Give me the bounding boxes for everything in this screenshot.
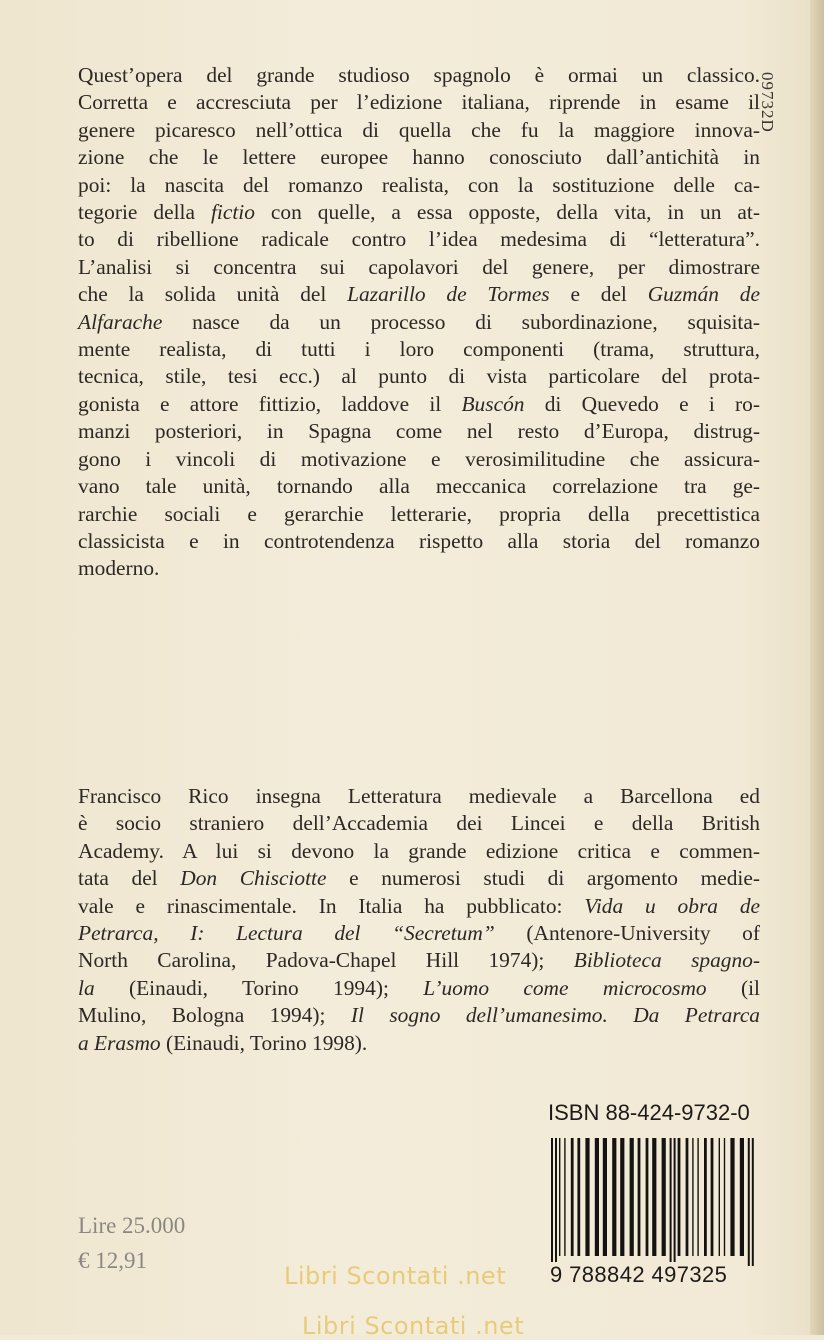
italic-title-text: Il sogno dell’umanesimo. Da Petrarca — [350, 1003, 761, 1028]
barcode-bar — [748, 1138, 750, 1266]
desc-line — [78, 528, 760, 555]
desc-line — [78, 254, 760, 281]
barcode-bar — [678, 1138, 681, 1256]
barcode-bar — [686, 1138, 689, 1256]
desc-line — [78, 117, 760, 144]
side-code: 09732D — [758, 72, 777, 133]
cover-edge — [810, 0, 824, 1335]
text-run: e del — [549, 282, 648, 307]
desc-line — [78, 446, 760, 473]
italic-title-text: Don Chisciotte — [180, 866, 327, 891]
desc-line — [78, 199, 760, 226]
bio-line — [78, 920, 760, 947]
barcode-bar — [603, 1138, 607, 1256]
text-run: rarchie sociali e gerarchie letterarie, propria della precettistica — [78, 501, 760, 526]
text-run: gono i vincoli di motivazione e verosimilitudine che assicura- — [78, 446, 760, 471]
text-run: che la solida unità del — [78, 282, 348, 307]
barcode-bar — [638, 1138, 641, 1256]
bio-line — [78, 975, 760, 1002]
desc-line — [78, 418, 760, 445]
text-run: tegorie della — [78, 200, 211, 225]
italic-title-text: a Erasmo — [78, 1030, 161, 1055]
text-run: vano tale unità, tornando alla meccanica correlazione tra ge- — [78, 474, 760, 499]
barcode-bar — [551, 1138, 553, 1266]
text-run: Mulino, Bologna 1994); — [78, 1003, 351, 1028]
text-run: to di ribellione radicale contro l’idea medesima di “letteratura”. — [78, 227, 760, 252]
barcode-number: 9 788842 497325 — [550, 1262, 728, 1287]
text-run: poi: la nascita del romanzo realista, con la sostituzione delle ca- — [78, 172, 760, 197]
bio-line — [78, 810, 760, 837]
watermark: Libri Scontati .net — [284, 1262, 507, 1290]
desc-line — [78, 501, 760, 528]
bio-line — [78, 893, 760, 920]
watermark: Libri Scontati .net — [302, 1312, 525, 1340]
bio-line — [78, 947, 760, 974]
barcode-bar — [612, 1138, 616, 1256]
barcode-bar — [724, 1138, 725, 1256]
barcode-bar — [662, 1138, 666, 1256]
barcode-bar — [674, 1138, 676, 1266]
italic-title-text: la — [78, 975, 95, 1000]
bio-line — [78, 865, 760, 892]
barcode-bar — [577, 1138, 580, 1256]
text-run: tecnica, stile, tesi ecc.) al punto di vista particolare del prota- — [78, 364, 760, 389]
desc-line — [78, 172, 760, 199]
desc-line — [78, 336, 760, 363]
desc-line — [78, 144, 760, 171]
text-run: è socio straniero dell’Accademia dei Lincei e della British — [78, 811, 760, 836]
text-run: e numerosi studi di argomento medie- — [326, 866, 760, 891]
barcode-bar — [652, 1138, 656, 1256]
barcode-bar — [670, 1138, 672, 1266]
desc-line — [78, 62, 760, 89]
barcode-bar — [646, 1138, 649, 1256]
barcode-bar — [692, 1138, 693, 1256]
bio-line — [78, 1002, 760, 1029]
text-run: Francisco Rico insegna Letteratura medievale a Barcellona ed — [78, 784, 760, 808]
barcode-bar — [564, 1138, 565, 1256]
text-run: zione che le lettere europee hanno conosciuto dall’antichità in — [78, 145, 760, 170]
barcode-bar — [697, 1138, 698, 1256]
text-run: mente realista, di tutti i loro componenti (trama, struttura, — [78, 337, 760, 362]
text-run: (Einaudi, Torino 1998). — [160, 1030, 368, 1055]
barcode-bar — [595, 1138, 599, 1256]
desc-line — [78, 226, 760, 253]
italic-title-text: Guzmán de — [647, 282, 760, 307]
bio-line — [78, 1030, 760, 1057]
desc-line — [78, 473, 760, 500]
text-run: di Quevedo e i ro- — [524, 391, 760, 416]
text-run: (Einaudi, Torino 1994); — [94, 975, 424, 1000]
text-run: (Antenore-University of — [494, 921, 761, 946]
author-biography — [78, 783, 760, 1057]
italic-title-text: Alfarache — [78, 309, 163, 334]
barcode-bar — [730, 1138, 734, 1256]
text-run: Academy. A lui si devono la grande edizione critica e commen- — [78, 838, 760, 863]
text-run: Quest’opera del grande studioso spagnolo è ormai un classico. — [78, 63, 760, 87]
text-run: classicista e in controtendenza rispetto alla storia del romanzo — [78, 528, 760, 553]
text-run: nasce da un processo di subordinazione, squisita- — [162, 309, 760, 334]
price-euro: € 12,91 — [78, 1248, 147, 1273]
desc-line — [78, 363, 760, 390]
text-run: L’analisi si concentra sui capolavori del genere, per dimostrare — [78, 254, 760, 279]
barcode-bar — [630, 1138, 634, 1256]
desc-line — [78, 391, 760, 418]
italic-title-text: Lazarillo de Tormes — [347, 282, 550, 307]
barcode-bar — [711, 1138, 714, 1256]
barcode-bar — [740, 1138, 744, 1256]
italic-title-text: Buscón — [461, 391, 525, 416]
bio-line — [78, 783, 760, 810]
italic-title-text: L’uomo come microcosmo — [423, 975, 707, 1000]
italic-title-text: Biblioteca spagno- — [573, 948, 760, 973]
price-lire: Lire 25.000 — [78, 1213, 186, 1238]
text-run: con quelle, a essa opposte, della vita, in un at- — [254, 200, 760, 225]
desc-line — [78, 281, 760, 308]
barcode-bar — [571, 1138, 574, 1256]
italic-title-text: Vida u obra de — [584, 893, 761, 918]
barcode-bar — [752, 1138, 754, 1266]
barcode-bar — [620, 1138, 624, 1256]
barcode-bar — [559, 1138, 560, 1256]
text-run: tata del — [78, 866, 181, 891]
text-run: North Carolina, Padova-Chapel Hill 1974); — [78, 948, 574, 973]
desc-line — [78, 555, 760, 582]
barcode-bar — [704, 1138, 707, 1256]
text-run: manzi posteriori, in Spagna come nel resto d’Europa, distrug- — [78, 419, 760, 444]
barcode-bar — [719, 1138, 720, 1256]
bio-line — [78, 838, 760, 865]
text-run: gonista e attore fittizio, laddove il — [78, 391, 462, 416]
isbn-label: ISBN 88-424-9732-0 — [548, 1100, 750, 1125]
text-run: (il — [706, 975, 760, 1000]
barcode — [543, 1138, 755, 1273]
text-run: vale e rinascimentale. In Italia ha pubblicato: — [78, 893, 585, 918]
text-run: Corretta e accresciuta per l’edizione italiana, riprende in esame il — [78, 90, 760, 115]
barcode-bar — [585, 1138, 589, 1256]
text-run: genere picaresco nell’ottica di quella che fu la maggiore innova- — [78, 117, 760, 142]
italic-title-text: Petrarca, I: Lectura del “Secretum” — [78, 921, 495, 946]
book-description — [78, 62, 760, 583]
text-run: moderno. — [78, 556, 160, 581]
desc-line — [78, 309, 760, 336]
italic-title-text: fictio — [210, 200, 255, 225]
barcode-bar — [555, 1138, 557, 1266]
desc-line — [78, 89, 760, 116]
